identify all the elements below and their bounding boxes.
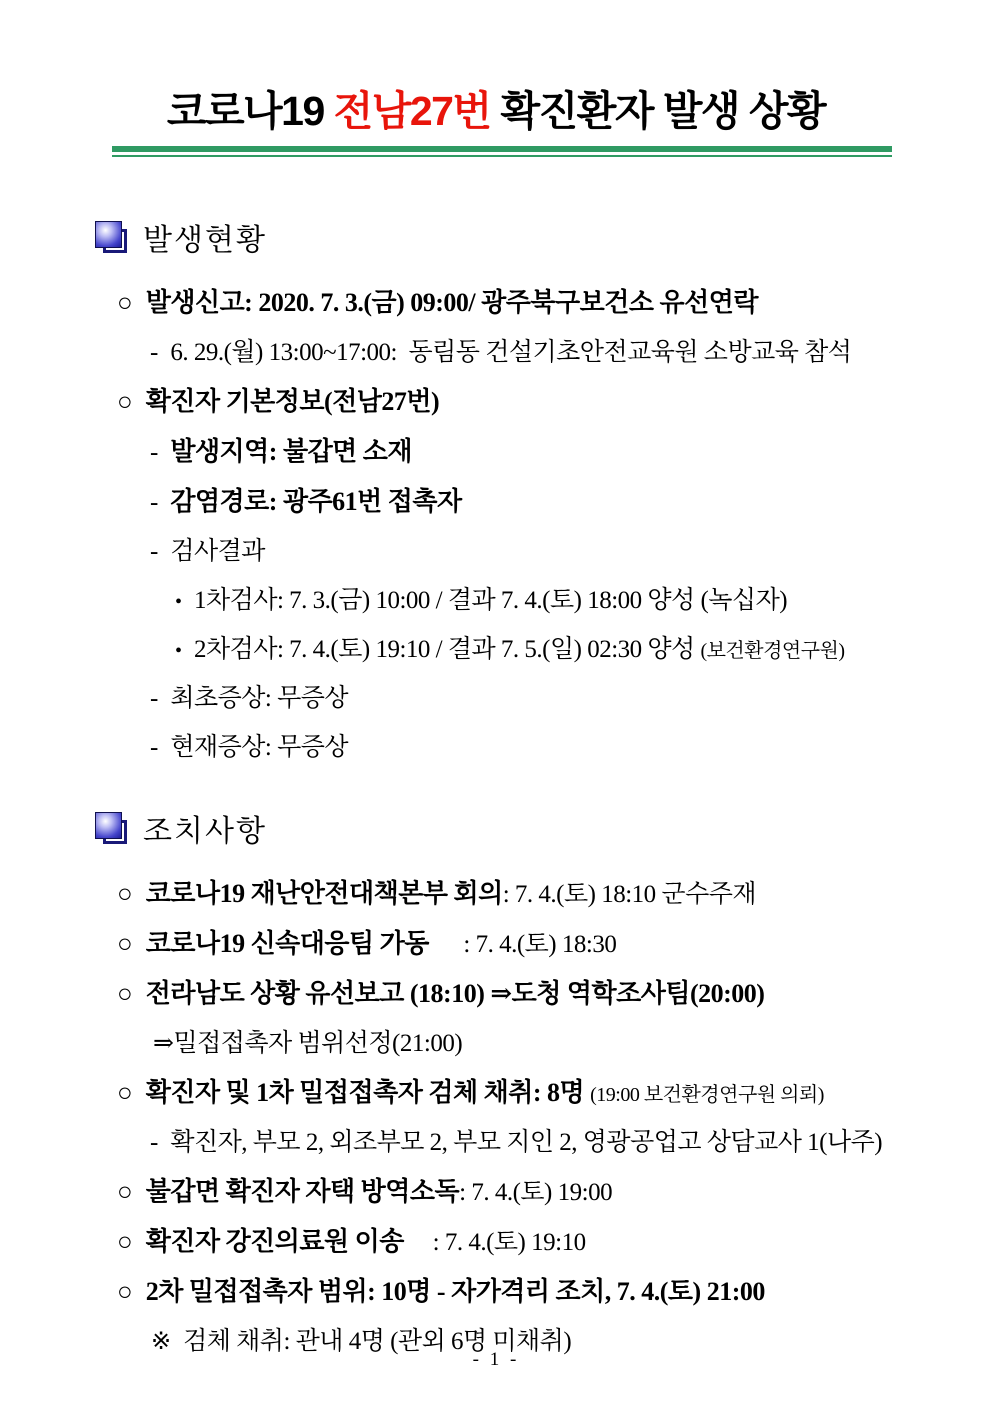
reference-mark-icon: ※ — [151, 1329, 172, 1356]
list-item-text-segment: 확진자 및 1차 밀접접촉자 검체 채취: 8명 — [145, 1078, 591, 1108]
list-item — [95, 337, 932, 371]
list-item-text — [146, 928, 617, 963]
list-item — [95, 978, 932, 1013]
circle-bullet-icon: ○ — [117, 879, 133, 909]
list-item-text — [170, 536, 265, 570]
list-item — [95, 1127, 932, 1161]
circle-bullet-icon: ○ — [117, 1177, 133, 1207]
list-item-text-segment: : 7. 4.(토) 19:00 — [459, 1179, 613, 1207]
page-title-post: 확진환자 발생 상황 — [490, 88, 826, 134]
dash-bullet-icon: - — [150, 538, 159, 566]
list-item-text-segment: 1차검사: 7. 3.(금) 10:00 / 결과 7. 4.(토) 18:00 양성 (녹십자) — [194, 587, 788, 615]
section-outbreak-status — [95, 215, 932, 766]
list-item-text-segment: 2차검사: 7. 4.(토) 19:10 / 결과 7. 5.(일) 02:30 양성 — [194, 636, 701, 664]
list-item-text — [146, 978, 765, 1013]
circle-bullet-icon: ○ — [117, 288, 133, 318]
list-item-text-segment: (보건환경연구원) — [700, 640, 845, 663]
list-item-text — [170, 732, 348, 766]
list-item-text — [170, 683, 348, 717]
list-item-text-segment: 검사결과 — [170, 538, 265, 566]
page-title-pre: 코로나19 — [166, 88, 334, 134]
circle-bullet-icon: ○ — [117, 929, 133, 959]
content — [0, 215, 992, 1360]
list-item-text — [170, 486, 461, 521]
list-item-text — [170, 436, 412, 471]
list-item — [95, 1276, 932, 1311]
list-item — [95, 1176, 932, 1211]
dot-bullet-icon: • — [175, 591, 183, 614]
page-number: - 1 - — [472, 1349, 520, 1370]
list-item-text-segment: 코로나19 재난안전대책본부 회의 — [145, 879, 503, 909]
list-item — [95, 386, 932, 421]
list-item — [95, 928, 932, 963]
list-item — [95, 486, 932, 521]
list-item — [95, 585, 932, 619]
list-item-text-segment: 6. 29.(월) 13:00~17:00: 동림동 건설기초안전교육원 소방교육 참석 — [170, 339, 852, 367]
list-item-text — [146, 1226, 586, 1261]
list-item-text-segment: : 7. 4.(토) 18:30 — [428, 931, 617, 959]
list-item-text-segment: : 7. 4.(토) 18:10 군수주재 — [502, 881, 757, 909]
page-title-highlight: 전남27번 — [333, 88, 491, 134]
blue-square-bullet-icon — [95, 221, 128, 254]
list-item — [95, 536, 932, 570]
list-item — [95, 436, 932, 471]
list-item-text — [146, 878, 756, 913]
list-item-text-segment: 불갑면 확진자 자택 방역소독 — [145, 1177, 460, 1207]
list-item-text-segment: 최초증상: 무증상 — [170, 685, 349, 713]
list-item-text-segment: (19:00 보건환경연구원 의뢰) — [590, 1084, 824, 1107]
section-heading: 조치사항 — [143, 815, 267, 849]
list-item-text-segment: 확진자 강진의료원 이송 — [145, 1227, 404, 1257]
dash-bullet-icon: - — [150, 439, 159, 467]
list-item-text — [146, 386, 439, 421]
list-item — [95, 1028, 932, 1062]
circle-bullet-icon: ○ — [117, 979, 133, 1009]
section-heading: 발생현황 — [143, 224, 267, 258]
list-item — [95, 878, 932, 913]
circle-bullet-icon: ○ — [117, 1227, 133, 1257]
list-item-text-segment: 발생신고: 2020. 7. 3.(금) 09:00/ 광주북구보건소 유선연락 — [145, 288, 758, 318]
section-actions-taken — [95, 806, 932, 1360]
list-item-text-segment: 현재증상: 무증상 — [170, 734, 349, 762]
list-item-text-segment: 확진자 기본정보(전남27번) — [145, 387, 440, 417]
page-title — [0, 0, 992, 137]
list-item-text — [146, 1077, 824, 1112]
list-item-text — [146, 1276, 765, 1311]
list-item — [95, 1077, 932, 1112]
list-item-text-segment: : 7. 4.(토) 19:10 — [403, 1229, 586, 1257]
section-heading-row — [95, 215, 932, 259]
blue-square-bullet-icon — [95, 812, 128, 845]
circle-bullet-icon: ○ — [117, 387, 133, 417]
circle-bullet-icon: ○ — [117, 1078, 133, 1108]
list-item — [95, 683, 932, 717]
list-item-text — [146, 287, 758, 322]
list-item-text — [153, 1028, 462, 1062]
list-item-text — [170, 1127, 882, 1161]
dash-bullet-icon: - — [150, 1129, 159, 1157]
dot-bullet-icon: • — [175, 640, 183, 663]
list-item-text-segment: 코로나19 신속대응팀 가동 — [145, 929, 429, 959]
list-item-text — [194, 585, 787, 619]
list-item-text-segment: 2차 밀접접촉자 범위: 10명 - 자가격리 조치, 7. 4.(토) 21:00 — [145, 1277, 765, 1307]
dash-bullet-icon: - — [150, 489, 159, 517]
list-item-text — [194, 634, 845, 668]
dash-bullet-icon: - — [150, 685, 159, 713]
list-item-text-segment: 확진자, 부모 2, 외조부모 2, 부모 지인 2, 영광공업고 상담교사 1(나주) — [170, 1129, 883, 1157]
dash-bullet-icon: - — [150, 339, 159, 367]
list-item — [95, 1226, 932, 1261]
square-icon-face — [95, 812, 122, 839]
list-item-text — [170, 337, 851, 371]
dash-bullet-icon: - — [150, 734, 159, 762]
title-underline-thick — [112, 146, 892, 152]
list-item — [95, 732, 932, 766]
section-heading-row — [95, 806, 932, 850]
list-item — [95, 287, 932, 322]
list-item-text — [146, 1176, 612, 1211]
list-item-text-segment: 전라남도 상황 유선보고 (18:10) ⇒도청 역학조사팀(20:00) — [145, 979, 765, 1009]
square-icon-face — [95, 221, 122, 248]
list-item-text-segment: ⇒밀접접촉자 범위선정(21:00) — [153, 1030, 463, 1058]
title-underline-thin — [112, 155, 892, 157]
list-item-text-segment: 검체 채취: 관내 4명 (관외 6명 미채취) — [183, 1328, 572, 1356]
list-item-text-segment: 감염경로: 광주61번 접촉자 — [170, 487, 462, 517]
list-item — [95, 634, 932, 668]
circle-bullet-icon: ○ — [117, 1277, 133, 1307]
list-item-text-segment: 발생지역: 불갑면 소재 — [170, 437, 413, 467]
